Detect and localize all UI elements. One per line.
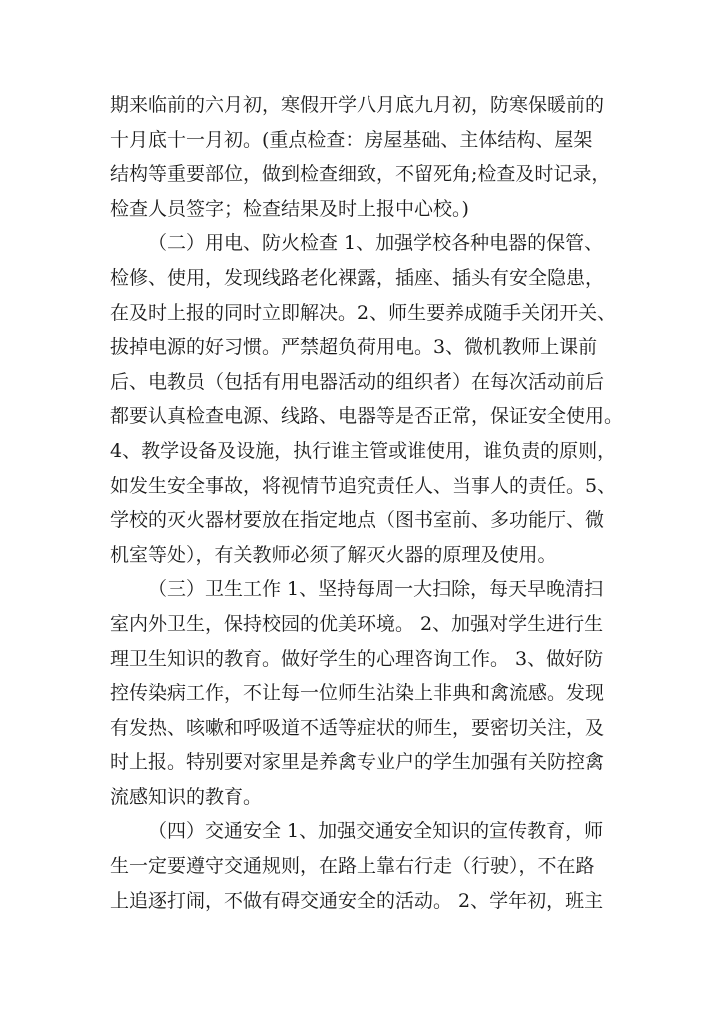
- text-line: 检查人员签字；检查结果及时上报中心校。): [110, 197, 469, 220]
- text-line: 时上报。特别要对家里是养禽专业户的学生加强有关防控禽: [110, 751, 605, 774]
- document-body: [110, 88, 626, 918]
- text-line: 检修、使用，发现线路老化裸露，插座、插头有安全隐患，: [110, 266, 605, 289]
- text-line: 4、教学设备及设施，执行谁主管或谁使用，谁负责的原则，: [110, 439, 617, 462]
- text-line: 流感知识的教育。: [110, 785, 263, 808]
- text-line: 上追逐打闹，不做有碍交通安全的活动。 2、学年初，班主: [110, 889, 604, 912]
- text-line: 控传染病工作，不让每一位师生沾染上非典和禽流感。发现: [110, 682, 605, 705]
- text-line: 后、电教员（包括有用电器活动的组织者）在每次活动前后: [110, 370, 605, 393]
- text-line: 学校的灭火器材要放在指定地点（图书室前、多功能厅、微: [110, 509, 605, 532]
- text-line: 十月底十一月初。(重点检查：房屋基础、主体结构、屋架: [110, 128, 593, 151]
- text-line: 期来临前的六月初，寒假开学八月底九月初，防寒保暖前的: [110, 94, 605, 116]
- text-line: 拔掉电源的好习惯。严禁超负荷用电。3、微机教师上课前: [110, 336, 598, 359]
- text-line: 机室等处），有关教师必须了解灭火器的原理及使用。: [110, 543, 557, 566]
- section-heading-line: （二）用电、防火检查 1、加强学校各种电器的保管、: [148, 232, 604, 255]
- text-line: 在及时上报的同时立即解决。2、师生要养成随手关闭开关、: [110, 301, 617, 324]
- section-heading-line: （四）交通安全 1、加强交通安全知识的宣传教育，师: [148, 820, 604, 843]
- text-line: 结构等重要部位，做到检查细致，不留死角;检查及时记录，: [110, 163, 611, 186]
- text-line: 生一定要遵守交通规则，在路上靠右行走（行驶），不在路: [110, 855, 595, 878]
- text-line: 有发热、咳嗽和呼吸道不适等症状的师生，要密切关注，及: [110, 716, 605, 739]
- section-heading-line: （三）卫生工作 1、坚持每周一大扫除，每天早晚清扫: [148, 578, 604, 601]
- text-line: 室内外卫生，保持校园的优美环境。 2、加强对学生进行生: [110, 612, 604, 635]
- text-line: 都要认真检查电源、线路、电器等是否正常，保证安全使用。: [110, 405, 624, 428]
- text-line: 如发生安全事故，将视情节追究责任人、当事人的责任。5、: [110, 474, 617, 497]
- text-line: 理卫生知识的教育。做好学生的心理咨询工作。 3、做好防: [110, 647, 604, 670]
